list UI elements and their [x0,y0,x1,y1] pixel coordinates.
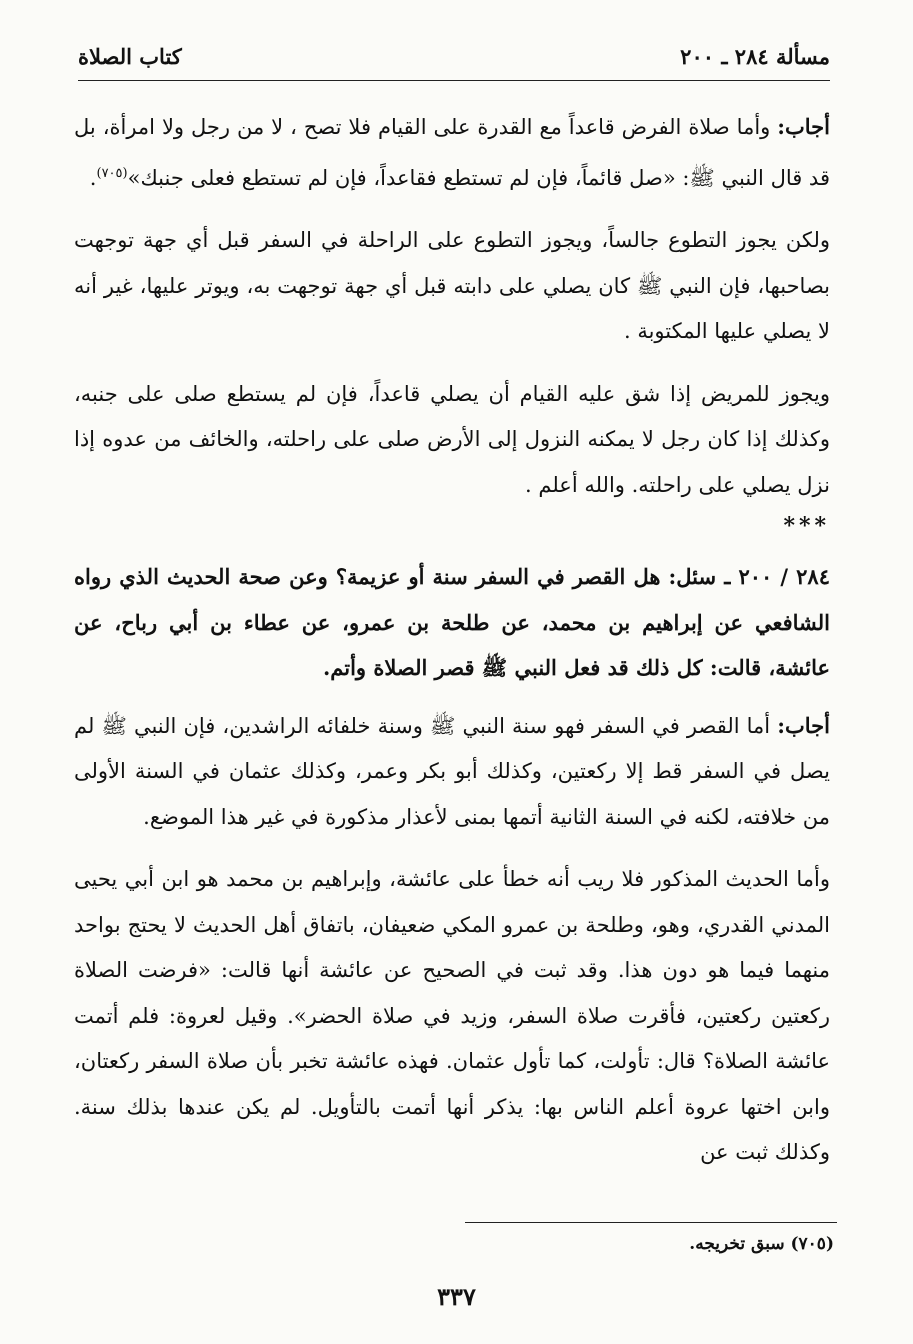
running-header [78,36,830,76]
page-body [74,104,830,1176]
answer-paragraph-2 [74,703,830,841]
paragraph-5: وأما الحديث المذكور فلا ريب أنه خطأ على عائشة، وإبراهيم بن محمد هو ابن أبي يحيى المدني القدري، وهو، وطلحة بن عمرو المكي ضعيفان، باتفاق أهل الحديث لا يحتج بواحد منهما فيما هو دون هذا. وقد ثبت في الصحيح عن عائشة أنها قالت: «فرضت الصلاة ركعتين ركعتين، فأقرت صلاة السفر، وزيد في صلاة الحضر». وقيل لعروة: فلم أتمت عائشة الصلاة؟ قال: تأولت، كما تأول عثمان. فهذه عائشة تخبر بأن صلاة السفر ركعتان، وابن اختها عروة أعلم الناس بها: يذكر أنها أتمت بالتأويل. لم يكن عندها بذلك سنة. وكذلك ثبت عن [74,867,830,1164]
answer-paragraph-1 [74,104,830,201]
page-number: ٣٣٧ [437,1282,476,1311]
paragraph-2: ولكن يجوز التطوع جالساً، ويجوز التطوع على الراحلة في السفر قبل أي جهة توجهت بصاحبها، فإن النبي ﷺ كان يصلي على دابته قبل أي جهة توجهت به، ويوتر عليها، غير أنه لا يصلي عليها المكتوبة . [74,228,830,343]
footnote-divider [465,1222,837,1223]
footnote: (٧٠٥) سبق تخريجه. [689,1234,834,1254]
section-separator: *** [783,513,830,539]
answer-end: . [89,165,97,190]
paragraph-3: ويجوز للمريض إذا شق عليه القيام أن يصلي قاعداً، فإن لم يستطع صلى على جنبه، وكذلك إذا كان رجل لا يمكنه النزول إلى الأرض صلى على راحلته، والخائف من عدوه إذا نزل يصلي على راحلته. والله أعلم . [74,381,830,497]
issue-number-heading: مسألة ٢٨٤ ـ ٢٠٠ [680,43,830,69]
book-section-title: كتاب الصلاة [78,43,182,69]
question-paragraph: ٢٨٤ / ٢٠٠ ـ سئل: هل القصر في السفر سنة أو عزيمة؟ وعن صحة الحديث الذي رواه الشافعي عن إبراهيم بن محمد، عن طلحة بن عمرو، عن عطاء بن أبي رباح، عن عائشة، قالت: كل ذلك قد فعل النبي ﷺ قصر الصلاة وأتم. [74,564,830,680]
answer-label: أجاب: [777,712,830,738]
answer-text: أما القصر في السفر فهو سنة النبي ﷺ وسنة خلفائه الراشدين، فإن النبي ﷺ لم يصل في السفر قط إلا ركعتين، وكذلك أبو بكر وعمر، وكذلك عثمان في السنة الأولى من خلافته، لكنه في السنة الثانية أتمها بمنى لأعذار مذكورة في غير هذا الموضع. [74,713,830,829]
header-divider [78,80,830,81]
footnote-reference[interactable]: (٧٠٥) [96,165,128,181]
answer-label: أجاب: [777,114,830,139]
answer-text: وأما صلاة الفرض قاعداً مع القدرة على القيام فلا تصح ، لا من رجل ولا امرأة، بل قد قال النبي ﷺ: «صل قائماً، فإن لم تستطع فقاعداً، فإن لم تستطع فعلى جنبك» [74,115,830,190]
